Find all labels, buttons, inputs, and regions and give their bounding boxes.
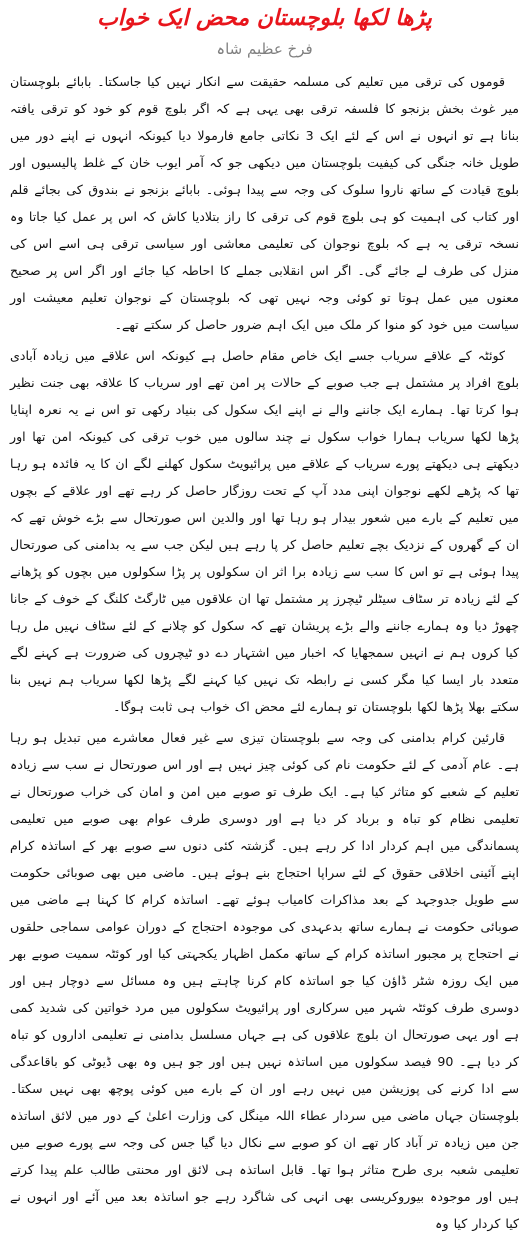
article-paragraph: کوئٹہ کے علاقے سریاب جسے ایک خاص مقام حاصل ہے کیونکہ اس علاقے میں زیادہ آبادی بلوچ افراد پر مشتمل ہے جب صوبے کے حالات پر امن تھے اور سریاب کا علاقہ بھی جنت نظیر ہوا کرتا تھا۔ ہمارے ایک جاننے والے نے اپنے ایک سکول کی بنیاد رکھی تو اس نے یہ نعرہ اپنایا پڑھا لکھا سریاب ہمارا خواب سکول نے چند سالوں میں خوب ترقی کی کیونکہ امن تھا اور دیکھتے ہی دیکھتے پورے سریاب کے علاقے میں پرائیویٹ سکول کھلنے لگے ان کا یہ فائدہ ہو رہا تھا کہ پڑھے لکھے نوجوان اپنی مدد آپ کے تحت روزگار حاصل کر رہے تھے اور علاقے کے بچوں میں تعلیم کے بارے میں شعور بیدار ہو رہا تھا اور والدین اس صورتحال سے بڑے خوش تھے کہ ان کے گھروں کے نزدیک بچے تعلیم حاصل کر پا رہے ہیں لیکن جب سے یہ بدامنی کی صورتحال پیدا ہوئی ہے تو اس کا سب سے زیادہ برا اثر ان سکولوں پر پڑا سکولوں میں بچوں کو پڑھانے کے لئے زیادہ تر سٹاف سیٹلر ٹیچرز پر مشتمل تھا ان علاقوں میں ٹارگٹ کلنگ کے خوف کے جانا چھوڑ دیا وہ ہمارے جاننے والے بڑے پریشان تھے کہ سکول کو چلانے کے لئے سٹاف نہیں مل رہا کیا کروں ہم نے انہیں سمجھایا کہ اخبار میں اشتہار دے دو ٹیچروں کی ضرورت ہے کہنے لگے متعدد بار ایسا کیا مگر کسی نے رابطہ تک نہیں کیا کہنے لگے پڑھا لکھا سریاب ہم نہیں بنا سکتے بھلا پڑھا لکھا بلوچستان تو ہمارے لئے محض اک خواب ہی ثابت ہوگا۔ [10,348,519,714]
article-paragraph: قارئین کرام بدامنی کی وجہ سے بلوچستان تیزی سے غیر فعال معاشرے میں تبدیل ہو رہا ہے۔ عام آدمی کے لئے حکومت نام کی کوئی چیز نہیں ہے اور اس صورتحال نے سب سے زیادہ تعلیم کے شعبے کو متاثر کیا ہے۔ ایک طرف تو صوبے میں امن و امان کی خراب صورتحال نے تعلیمی نظام کو تباہ و برباد کر دیا ہے اور دوسری طرف عوام بھی صوبے میں تعلیمی پسماندگی میں اہم کردار ادا کر رہے ہیں۔ گزشتہ کئی دنوں سے صوبے بھر کے اساتذہ کرام اپنے آئینی اخلاقی حقوق کے لئے سراپا احتجاج بنے ہوئے ہیں۔ ماضی میں بھی صوبائی حکومت سے طویل جدوجہد کے بعد مذاکرات کامیاب ہوئے تھے۔ اساتذہ کرام کا کہنا ہے ماضی میں صوبائی حکومت نے ہمارے ساتھ بدعہدی کی موجودہ احتجاج کے دوران عوامی سماجی حلقوں نے احتجاج پر مجبور اساتذہ کرام کے ساتھ مکمل اظہار یکجہتی کیا اور کوئٹہ سمیت صوبے بھر میں ایک روزہ شٹر ڈاؤن کیا جو اساتذہ کام کرنا چاہتے ہیں وہ مسائل سے دوچار ہیں اور دوسری طرف کوئٹہ شہر میں سرکاری اور پرائیویٹ سکولوں میں مرد خواتین کی شدید کمی ہے اور یہی صورتحال ان بلوچ علاقوں کی ہے جہاں مسلسل بدامنی نے تعلیمی اداروں کو تباہ کر دیا ہے۔ 90 فیصد سکولوں میں اساتذہ نہیں ہیں اور جو ہیں وہ بھی ڈیوٹی کو باقاعدگی سے ادا کرنے کی پوزیشن میں نہیں رہے اور ان کے بارے میں کوئی پوچھ بھی نہیں سکتا۔ بلوچستان جہاں ماضی میں سردار عطاء اللہ مینگل کی وزارت اعلیٰ کے دور میں لائق اساتذہ جن میں زیادہ تر آباد کار تھے ان کو صوبے سے نکال دیا گیا جس کی وجہ سے پورے صوبے میں تعلیمی شعبہ بری طرح متاثر ہوا تھا۔ قابل اساتذہ ہی لائق اور محنتی طالب علم پیدا کرتے ہیں اور موجودہ بیوروکریسی بھی انہی کی شاگرد رہے جو اساتذہ بعد میں آئے اور انہوں نے کیا کردار کیا وہ [10,730,519,1231]
article-paragraph: قوموں کی ترقی میں تعلیم کی مسلمہ حقیقت سے انکار نہیں کیا جاسکتا۔ بابائے بلوچستان میر غوث بخش بزنجو کا فلسفہ ترقی بھی یہی ہے کہ اگر بلوچ قوم کو خود کو ترقی یافتہ بنانا ہے تو انہوں نے اس کے لئے ایک 3 نکاتی جامع فارمولا دیا کیونکہ انہوں نے اپنے دور میں طویل خانہ جنگی کی کیفیت بلوچستان میں دیکھی جو کہ آمر ایوب خان کے غلط پالیسیوں اور بلوچ قیادت کے ساتھ ناروا سلوک کی وجہ سے پیدا ہوئی۔ بابائے بزنجو نے بندوق کی بجائے قلم اور کتاب کی اہمیت کو ہی بلوچ قوم کی ترقی کا راز بتلادیا کاش کہ اس پر عمل کیا جاتا وہ نسخہ ترقی یہ ہے کہ بلوچ نوجوان کی تعلیمی معاشی اور سیاسی ترقی ہی اسے اس کی منزل کی طرف لے جائے گی۔ اگر اس انقلابی جملے کا احاطہ کیا جائے اور اگر اس پر صحیح معنوں میں عمل ہوتا تو کوئی وجہ نہیں تھی کہ بلوچستان کے نوجوان تعلیم معیشت اور سیاست میں خود کو منوا کر ملک میں ایک اہم ضرور حاصل کر سکتے تھے۔ [10,74,519,332]
article-title: پڑھا لکھا بلوچستان محض ایک خواب [97,6,432,31]
article-author: فرخ عظیم شاہ [216,40,313,58]
